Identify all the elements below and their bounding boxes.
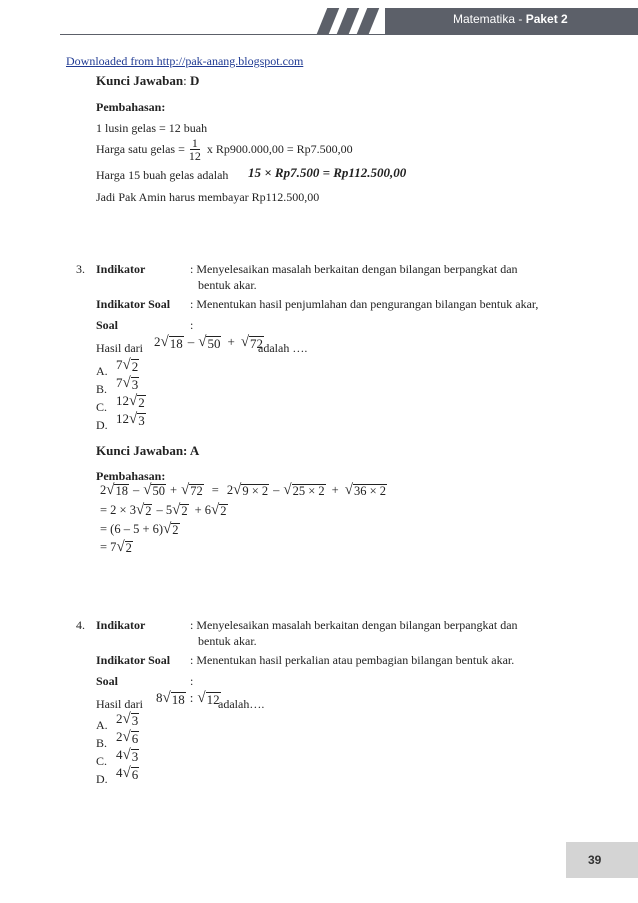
indicator-text: bentuk akar. — [198, 634, 257, 648]
option-value: 2 √ 6 — [116, 728, 139, 746]
question-text: adalah…. — [218, 697, 265, 711]
option-label: A. — [96, 364, 108, 378]
option-value: 4 √ 6 — [116, 764, 139, 782]
discussion-line: Harga satu gelas = $\frac{1}{12}$ x Rp900.000,00 = Rp7.500,00 — [96, 136, 353, 163]
page-number-box — [566, 842, 638, 878]
discussion-line: Jadi Pak Amin harus membayar Rp112.500,00 — [96, 190, 320, 204]
option-label: D. — [96, 772, 108, 786]
indicator-label: Indikator — [96, 262, 146, 276]
discussion-line: Harga 15 buah gelas adalah — [96, 168, 229, 182]
question-text: Hasil dari — [96, 697, 143, 711]
option-value: 4 √ 3 — [116, 746, 139, 764]
option-value: 2 √ 3 — [116, 710, 139, 728]
download-link[interactable]: Downloaded from http://pak-anang.blogspot.com — [66, 54, 304, 68]
math-expression: 8 √ 18 : √ 12 — [156, 689, 220, 707]
indicator-text: : Menyelesaikan masalah berkaitan dengan bilangan berpangkat dan — [190, 618, 518, 632]
option-label: B. — [96, 736, 108, 750]
question-label: Soal — [96, 318, 119, 332]
indicator-text: : Menyelesaikan masalah berkaitan dengan bilangan berpangkat dan — [190, 262, 518, 276]
math-expression: 2 √ 18 – √ 50 + √ 72 — [154, 333, 264, 351]
header-stripe — [357, 8, 380, 34]
option-value: 7 √ 3 — [116, 374, 139, 392]
question-number: 3. — [76, 262, 85, 276]
answer-key-heading: Kunci Jawaban: A — [96, 443, 200, 458]
question-text: Hasil dari — [96, 341, 143, 355]
question-text: adalah …. — [258, 341, 308, 355]
header-rule — [60, 34, 638, 35]
solution-step: 2 √ 18 – √ 50 + √ 72 = 2 √ 9 × 2 – √ 25 × 2 + √ 36 × 2 — [100, 482, 387, 498]
indicator-label: Indikator — [96, 618, 146, 632]
header-stripe — [337, 8, 360, 34]
question-sep: : — [190, 674, 194, 688]
question-indicator-text: : Menentukan hasil penjumlahan dan pengurangan bilangan bentuk akar, — [190, 297, 539, 311]
page-number: 39 — [588, 853, 602, 867]
answer-key-heading: Kunci Jawaban: D — [96, 73, 200, 88]
question-indicator-label: Indikator Soal — [96, 653, 171, 667]
option-label: A. — [96, 718, 108, 732]
indicator-text: bentuk akar. — [198, 278, 257, 292]
question-sep: : — [190, 318, 194, 332]
discussion-heading: Pembahasan: — [96, 100, 166, 114]
header-stripe — [317, 8, 340, 34]
discussion-heading: Pembahasan: — [96, 469, 166, 483]
option-value: 12 √ 2 — [116, 392, 145, 410]
solution-step: = 2 × 3 √ 2 – 5 √ 2 + 6 √ 2 — [100, 502, 227, 518]
option-label: C. — [96, 754, 108, 768]
header-title: Matematika - Paket 2 — [453, 12, 568, 26]
math-expression: 15 × Rp7.500 = Rp112.500,00 — [248, 165, 407, 180]
question-label: Soal — [96, 674, 119, 688]
question-indicator-text: : Menentukan hasil perkalian atau pembagian bilangan bentuk akar. — [190, 653, 515, 667]
discussion-line: 1 lusin gelas = 12 buah — [96, 121, 208, 135]
option-value: 7 √ 2 — [116, 356, 139, 374]
solution-step: = 7 √ 2 — [100, 539, 132, 555]
option-label: D. — [96, 418, 108, 432]
option-label: C. — [96, 400, 108, 414]
fraction: $\frac{1}{12}$ — [188, 136, 201, 163]
option-value: 12 √ 3 — [116, 410, 145, 428]
question-number: 4. — [76, 618, 85, 632]
option-label: B. — [96, 382, 108, 396]
question-indicator-label: Indikator Soal — [96, 297, 171, 311]
solution-step: = (6 – 5 + 6) √ 2 — [100, 521, 179, 537]
